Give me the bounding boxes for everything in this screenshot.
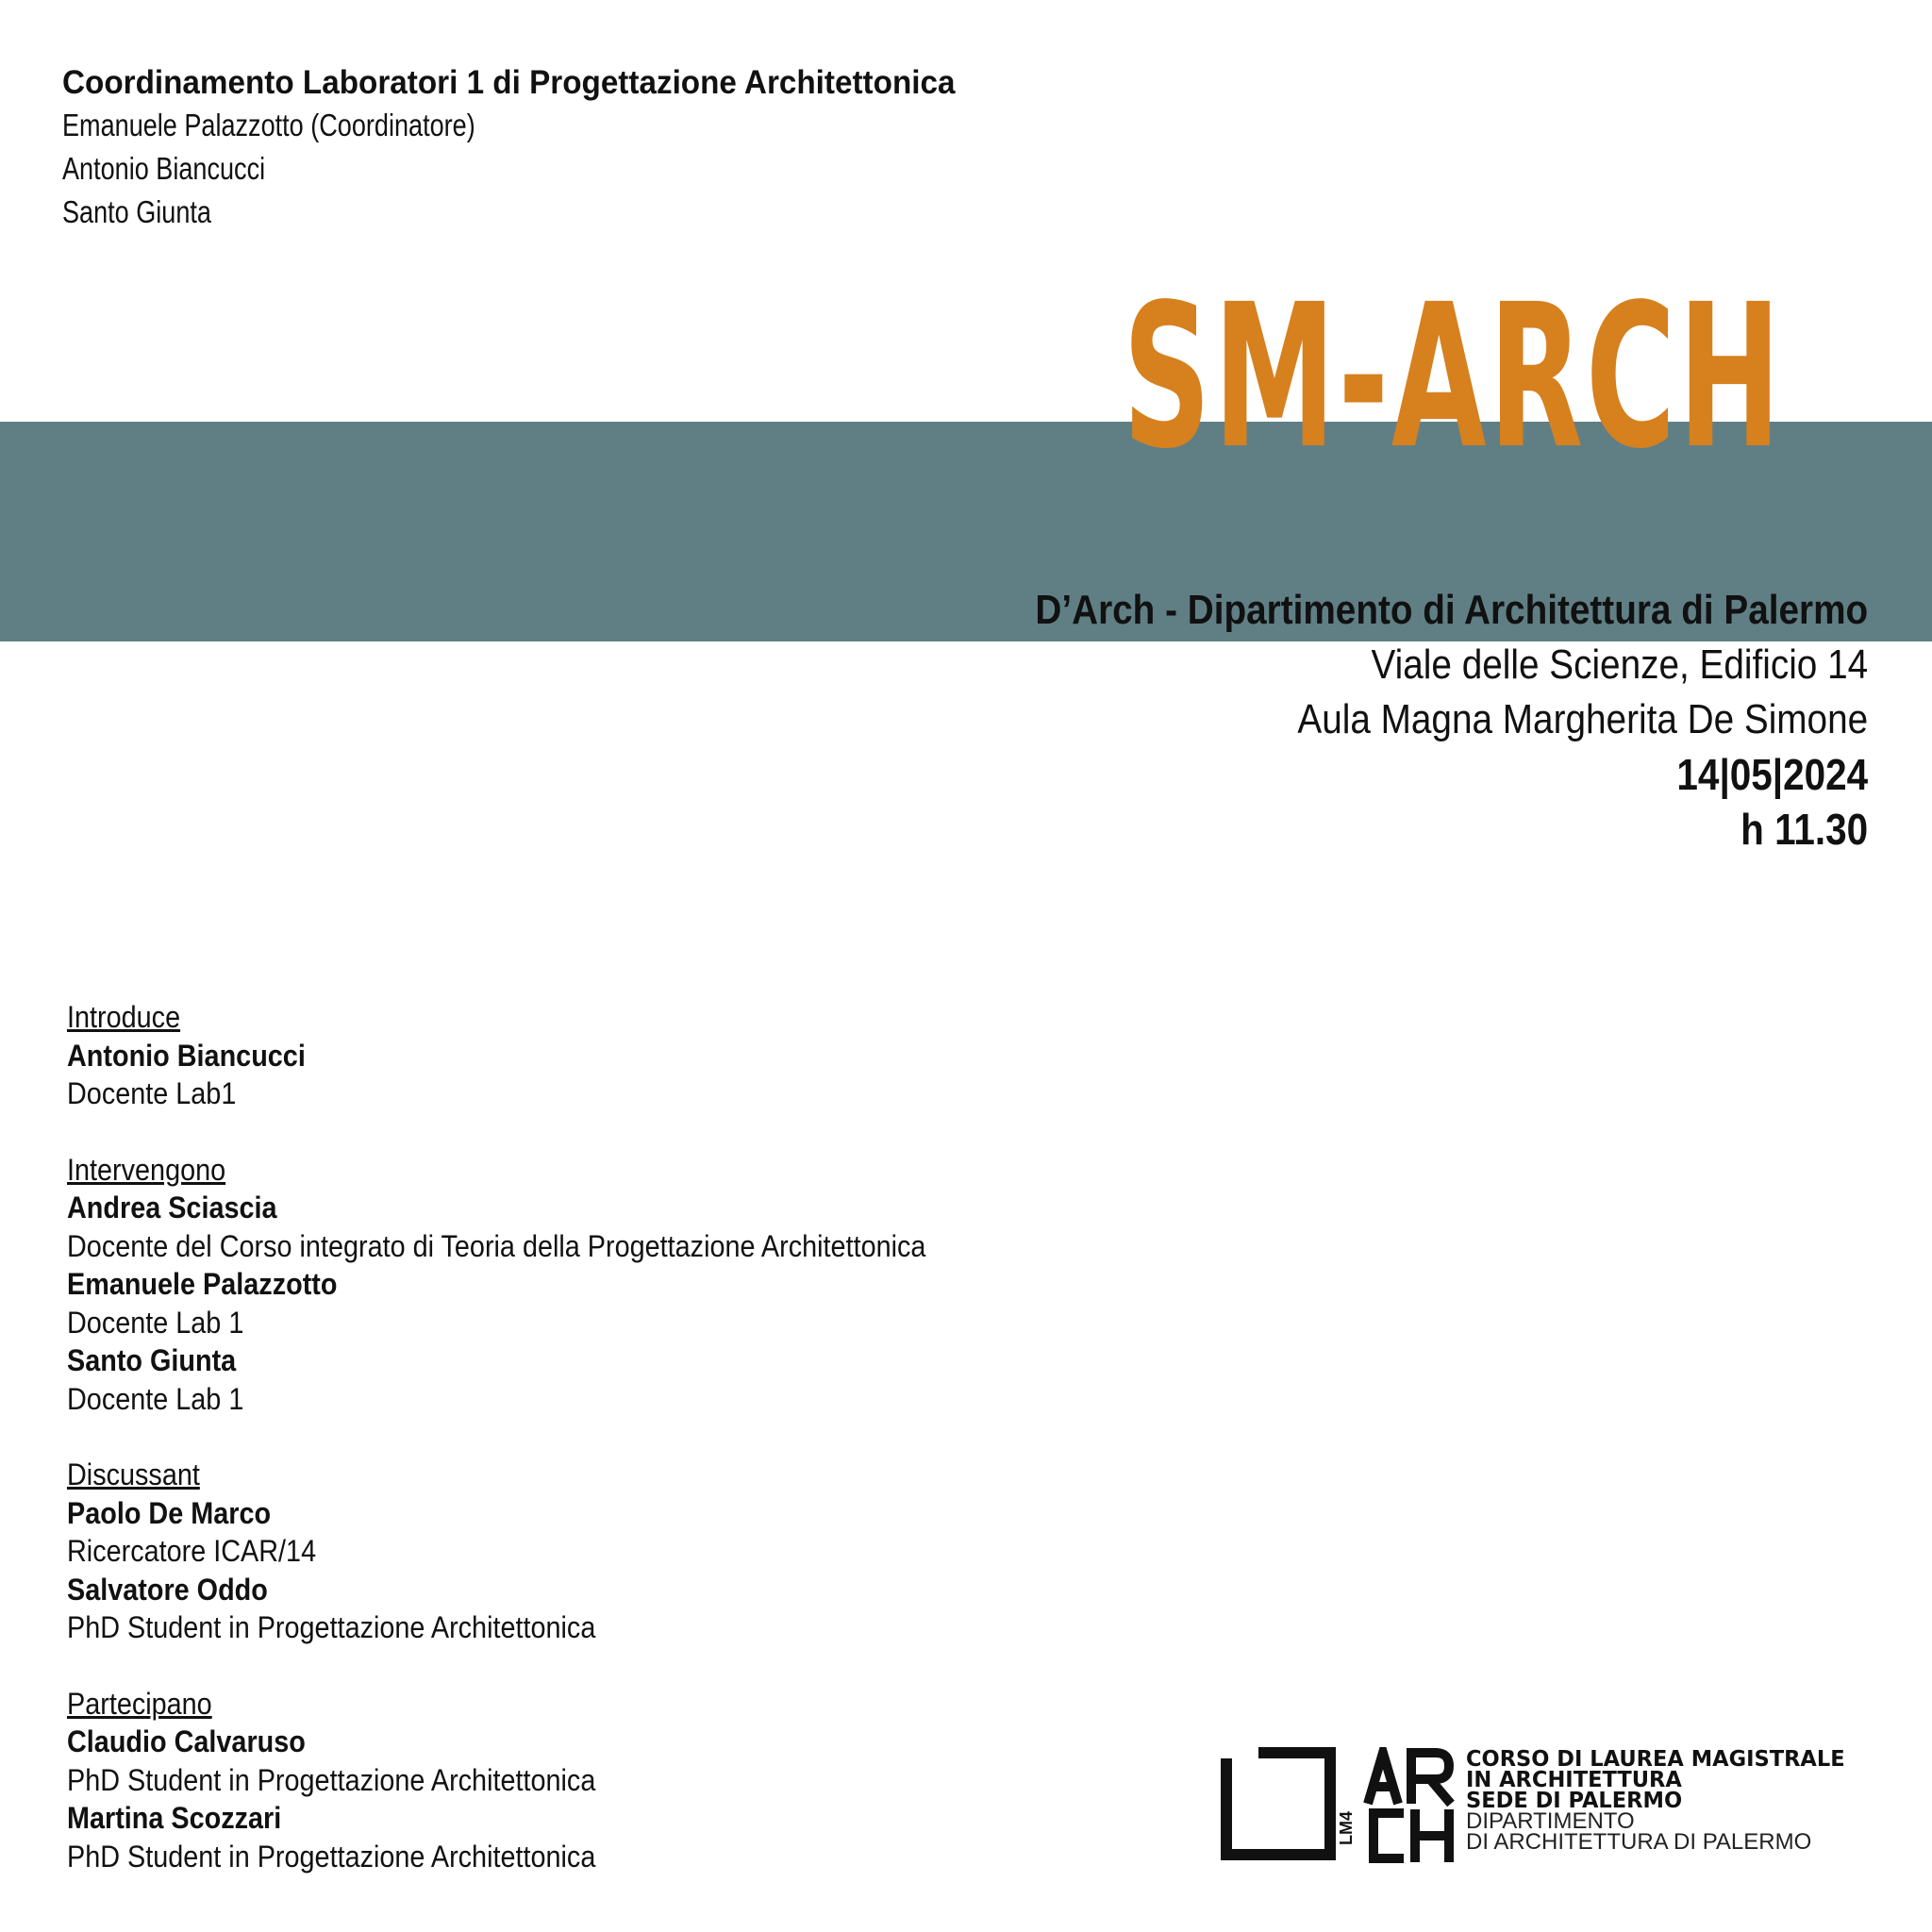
person-role: Docente Lab1 <box>67 1076 237 1110</box>
room: Aula Magna Margherita De Simone <box>1297 696 1868 742</box>
person-role: Docente Lab 1 <box>67 1305 244 1340</box>
person-name: Antonio Biancucci <box>67 1038 306 1073</box>
person-role: PhD Student in Progettazione Architettonica <box>67 1610 596 1644</box>
person-name: Santo Giunta <box>67 1343 237 1377</box>
section-heading: Intervengono <box>67 1152 226 1187</box>
person-role: Docente del Corso integrato di Teoria della Progettazione Architettonica <box>67 1228 926 1263</box>
coordination-member: Antonio Biancucci <box>62 151 266 186</box>
event-time: h 11.30 <box>1740 805 1868 854</box>
program <box>67 998 1022 1913</box>
arch-monogram-icon <box>1362 1747 1457 1864</box>
person-name: Emanuele Palazzotto <box>67 1267 338 1301</box>
event-date: 14|05|2024 <box>1676 750 1868 799</box>
logo-square-mark <box>1221 1758 1336 1860</box>
coordination-block <box>62 62 1002 234</box>
section-introduce <box>67 998 1022 1113</box>
venue-block <box>922 583 1868 857</box>
section-discussant <box>67 1456 1022 1647</box>
logo-line: SEDE DI PALERMO <box>1466 1789 1683 1813</box>
person-role: PhD Student in Progettazione Architettonica <box>67 1762 596 1797</box>
event-title: SM-ARCH <box>1123 261 1784 492</box>
person-name: Martina Scozzari <box>67 1801 282 1835</box>
logo-lm4-label: LM4 <box>1337 1811 1356 1845</box>
logo-line: IN ARCHITETTURA <box>1466 1768 1682 1792</box>
logo-line: DI ARCHITETTURA DI PALERMO <box>1466 1829 1812 1855</box>
section-intervengono <box>67 1151 1022 1419</box>
person-name: Salvatore Oddo <box>67 1572 268 1607</box>
section-partecipano <box>67 1685 1022 1876</box>
person-name: Andrea Sciascia <box>67 1191 277 1224</box>
coordination-member: Santo Giunta <box>62 194 211 229</box>
section-heading: Discussant <box>67 1457 200 1491</box>
person-name: Paolo De Marco <box>67 1495 272 1530</box>
logo-line: CORSO DI LAUREA MAGISTRALE <box>1466 1747 1845 1772</box>
lm4-arch-logo <box>1219 1747 1870 1870</box>
coordinator-name: Emanuele Palazzotto (Coordinatore) <box>62 108 475 142</box>
person-role: PhD Student in Progettazione Architettonica <box>67 1839 596 1874</box>
coordination-title: Coordinamento Laboratori 1 di Progettazione Architettonica <box>62 64 956 101</box>
section-heading: Partecipano <box>67 1686 212 1721</box>
address: Viale delle Scienze, Edificio 14 <box>1371 641 1868 688</box>
person-name: Claudio Calvaruso <box>67 1724 306 1758</box>
person-role: Ricercatore ICAR/14 <box>67 1534 317 1568</box>
section-heading: Introduce <box>67 1000 181 1034</box>
department-name: D’Arch - Dipartimento di Architettura di Palermo <box>1035 587 1868 633</box>
logo-line: DIPARTIMENTO <box>1466 1808 1635 1834</box>
person-role: Docente Lab 1 <box>67 1381 244 1416</box>
logo-text <box>1466 1749 1853 1853</box>
